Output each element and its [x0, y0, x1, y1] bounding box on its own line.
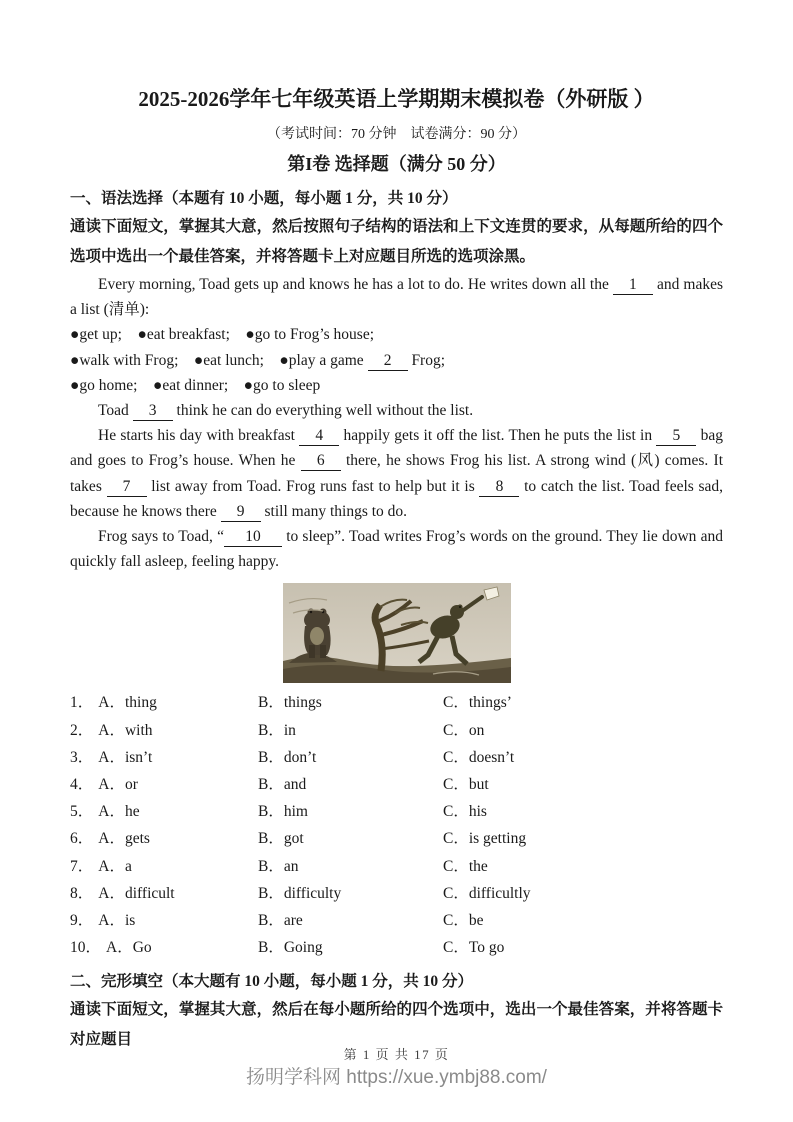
passage-text: there, he shows Frog his list. A strong wind (风) comes. It takes: [70, 452, 724, 495]
option-row-2: [70, 717, 723, 744]
site-watermark: 扬明学科网 https://xue.ymbj88.com/: [246, 1067, 547, 1088]
passage-text: ●walk with Frog; ●eat lunch; ●play a game: [70, 351, 364, 369]
option-row-4: [70, 771, 723, 798]
option-row-8: [70, 880, 723, 907]
option-a: 6． A．gets: [70, 830, 150, 848]
list-line-3: ●go home; ●eat dinner; ●go to sleep: [70, 376, 321, 394]
option-b: B．don’t: [258, 748, 317, 766]
option-c: C．things’: [443, 694, 512, 712]
option-c: C．be: [443, 912, 484, 930]
option-b: B．are: [258, 912, 303, 930]
option-a: 7． A．a: [70, 857, 132, 875]
blank-4: 4: [299, 426, 339, 446]
page-number: 第 1 页 共 17 页: [343, 1047, 450, 1062]
option-letter: A．: [106, 939, 133, 957]
option-row-10: [70, 934, 723, 961]
option-letter: B．: [258, 912, 284, 930]
question-number: 9．: [70, 912, 94, 930]
blank-6: 6: [301, 451, 341, 471]
question-number: 3．: [70, 748, 94, 766]
passage-text: to sleep”. Toad writes Frog’s words on the ground. They lie down and quickly fall asleep, feeling happy.: [70, 528, 723, 571]
option-letter: A．: [98, 857, 125, 875]
option-letter: A．: [98, 830, 125, 848]
blank-3: 3: [133, 401, 173, 421]
option-letter: B．: [258, 748, 284, 766]
option-letter: A．: [98, 884, 125, 902]
option-letter: C．: [443, 748, 469, 766]
option-b: B．him: [258, 803, 308, 821]
option-a: 4． A．or: [70, 776, 138, 794]
option-letter: C．: [443, 857, 469, 875]
option-letter: C．: [443, 884, 469, 902]
blank-1: 1: [613, 275, 653, 295]
passage-paragraph-4: [70, 524, 723, 574]
option-row-6: [70, 825, 723, 852]
question-number: 1．: [70, 694, 94, 712]
option-b: B．an: [258, 857, 299, 875]
passage-text: Toad: [98, 402, 129, 420]
blank-8: 8: [479, 477, 519, 497]
option-letter: C．: [443, 830, 469, 848]
option-letter: B．: [258, 776, 284, 794]
exam-info: （考试时间：70 分钟 试卷满分：90 分）: [267, 127, 526, 142]
passage-text: Frog says to Toad, “: [98, 528, 224, 546]
section2-heading: 二、完形填空（本大题有 10 小题，每小题 1 分，共 10 分）: [70, 973, 474, 991]
blank-5: 5: [656, 426, 696, 446]
passage-text: list away from Toad. Frog runs fast to help but it is: [151, 477, 475, 495]
question-number: 6．: [70, 830, 94, 848]
question-number: 4．: [70, 776, 94, 794]
part1-title: 第I卷 选择题（满分 50 分）: [287, 154, 506, 174]
blank-9: 9: [221, 502, 261, 522]
grammar-options-list: [70, 689, 723, 961]
option-letter: A．: [98, 776, 125, 794]
toad-frog-illustration-svg: [283, 583, 511, 683]
passage-text: He starts his day with breakfast: [98, 427, 295, 445]
option-a: 2． A．with: [70, 721, 153, 739]
list-line-1: ●get up; ●eat breakfast; ●go to Frog’s house;: [70, 326, 375, 344]
option-c: C．the: [443, 857, 488, 875]
option-letter: B．: [258, 721, 284, 739]
question-number: 7．: [70, 857, 94, 875]
option-row-7: [70, 853, 723, 880]
option-c: C．doesn’t: [443, 748, 515, 766]
option-c: C．on: [443, 721, 485, 739]
question-number: 10．: [70, 939, 102, 957]
option-letter: B．: [258, 694, 284, 712]
option-b: B．difficulty: [258, 884, 342, 902]
passage-text: and makes a list (清单):: [70, 276, 724, 319]
question-number: 2．: [70, 721, 94, 739]
option-letter: A．: [98, 803, 125, 821]
option-row-9: [70, 907, 723, 934]
section1-instructions: 通读下面短文，掌握其大意，然后按照句子结构的语法和上下文连贯的要求，从每题所给的四个选项中选出一个最佳答案，并将答题卡上对应题目所选的选项涂黑。: [70, 218, 723, 265]
toad-figure: [304, 609, 331, 659]
blank-7: 7: [107, 477, 147, 497]
option-c: C．his: [443, 803, 487, 821]
option-b: B．and: [258, 776, 307, 794]
option-letter: A．: [98, 721, 125, 739]
page-footer: [0, 1047, 793, 1089]
doc-title: 2025-2026学年七年级英语上学期期末模拟卷（外研版 ）: [138, 87, 655, 111]
section1-heading: 一、语法选择（本题有 10 小题，每小题 1 分，共 10 分）: [70, 190, 458, 207]
passage-text: to catch the list. Toad feels sad, because he knows there: [70, 477, 724, 520]
option-letter: B．: [258, 939, 284, 957]
blank-2: 2: [368, 351, 408, 371]
option-row-1: [70, 689, 723, 716]
option-c: C．is getting: [443, 830, 527, 848]
option-c: C．difficultly: [443, 884, 531, 902]
passage-paragraph-1: [70, 272, 723, 322]
blank-10: 10: [224, 527, 282, 547]
option-letter: C．: [443, 803, 469, 821]
question-number: 8．: [70, 884, 94, 902]
option-letter: B．: [258, 803, 284, 821]
option-b: B．things: [258, 694, 322, 712]
question-number: 5．: [70, 803, 94, 821]
option-b: B．got: [258, 830, 304, 848]
option-letter: A．: [98, 748, 125, 766]
option-letter: A．: [98, 694, 125, 712]
option-a: 3． A．isn’t: [70, 748, 153, 766]
passage-text: Every morning, Toad gets up and knows he has a lot to do. He writes down all the: [98, 276, 609, 293]
option-letter: C．: [443, 776, 469, 794]
option-letter: B．: [258, 884, 284, 902]
passage-text: think he can do everything well without the list.: [176, 402, 474, 420]
passage-paragraph-3: [70, 423, 723, 524]
option-letter: A．: [98, 912, 125, 930]
option-row-5: [70, 798, 723, 825]
option-row-3: [70, 744, 723, 771]
option-a: 1． A．thing: [70, 694, 157, 712]
passage-paragraph-2: [70, 398, 723, 423]
option-b: B．in: [258, 721, 296, 739]
option-a: 8． A．difficult: [70, 884, 175, 902]
option-letter: C．: [443, 939, 469, 957]
option-letter: B．: [258, 857, 284, 875]
option-letter: C．: [443, 721, 469, 739]
option-c: C．but: [443, 776, 489, 794]
passage-text: bag and goes to Frog’s house. When he: [70, 427, 724, 470]
option-letter: B．: [258, 830, 284, 848]
passage-text: still many things to do.: [264, 502, 408, 520]
option-b: B．Going: [258, 939, 323, 957]
option-a: 5． A．he: [70, 803, 140, 821]
section2-instructions: 通读下面短文，掌握其大意，然后在每小题所给的四个选项中，选出一个最佳答案，并将答题卡对应题目: [70, 1001, 723, 1049]
option-letter: C．: [443, 694, 469, 712]
passage-text: Frog;: [411, 351, 446, 369]
list-line-2: [70, 348, 723, 373]
toad-frog-illustration: [283, 583, 511, 683]
option-a: 9． A．is: [70, 912, 136, 930]
option-a: 10． A．Go: [70, 939, 152, 957]
option-letter: C．: [443, 912, 469, 930]
option-c: C．To go: [443, 939, 505, 957]
passage-text: happily gets it off the list. Then he puts the list in: [343, 427, 653, 445]
